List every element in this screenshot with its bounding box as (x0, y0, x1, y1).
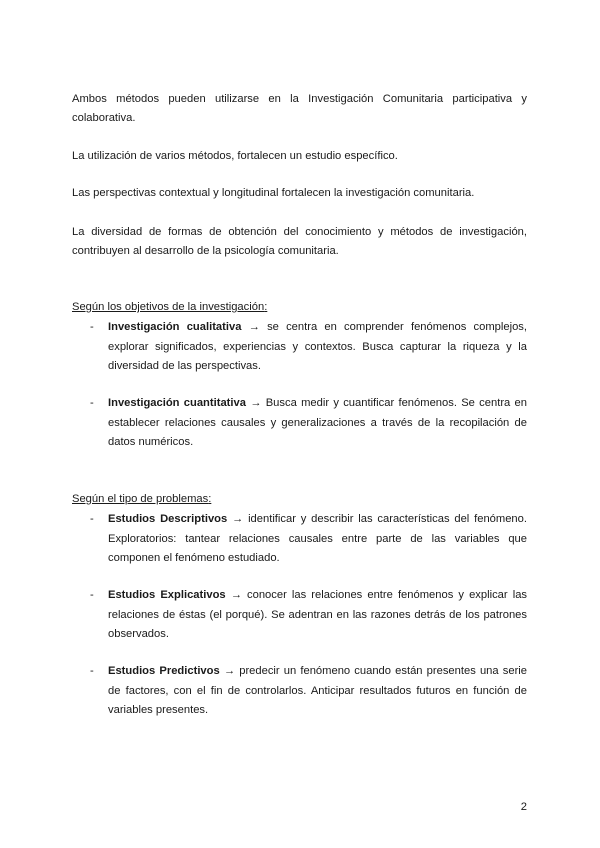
bullet-dash: - (90, 513, 94, 525)
list-item (90, 586, 527, 645)
section-heading-text: Según el tipo de problemas (72, 493, 209, 505)
paragraph: La diversidad de formas de obtención del conocimiento y métodos de investigación, contribuyen al desarrollo de la psicología comunitaria. (72, 226, 527, 257)
paragraph: Las perspectivas contextual y longitudinal fortalecen la investigación comunitaria. (72, 187, 475, 199)
list-item-body (108, 586, 527, 645)
list-item-text: predecir un fenómeno cuando están presentes una serie de factores, con el fin de controlarlos. Anticipar resultados futuros en función de variables presentes. (108, 665, 528, 716)
section-heading-colon: : (264, 301, 268, 313)
list-item-term: Estudios Explicativos (108, 589, 226, 601)
list-item-term: Investigación cualitativa (108, 321, 242, 333)
bullet-dash: - (90, 321, 94, 333)
page-number: 2 (520, 801, 527, 813)
list-item-term: Estudios Predictivos (108, 665, 220, 677)
arrow-glyph: → (227, 513, 249, 525)
section-heading-text: Según los objetivos de la investigación (72, 301, 265, 313)
bullet-dash: - (90, 397, 94, 409)
list-item-term: Investigación cuantitativa (108, 397, 246, 409)
bullet-dash: - (90, 589, 94, 601)
list-item-body (108, 318, 527, 377)
section-heading-colon: : (208, 493, 212, 505)
list-item (90, 318, 527, 377)
list-item-text: se centra en comprender fenómenos complejos, explorar significados, experiencias y contextos. Busca capturar la riqueza y la diversidad de las perspectivas. (108, 321, 528, 372)
paragraph: La utilización de varios métodos, fortalecen un estudio específico. (72, 150, 398, 162)
list-item-text: conocer las relaciones entre fenómenos y explicar las relaciones de éstas (el porqué). Se adentran en las razones detrás de los patrones observados. (108, 589, 528, 640)
arrow-glyph: → (219, 665, 240, 677)
list-item-term: Estudios Descriptivos (108, 513, 228, 525)
list-item (90, 510, 527, 569)
list-item-body (108, 662, 527, 721)
paragraph: Ambos métodos pueden utilizarse en la Investigación Comunitaria participativa y colaborativa. (72, 93, 527, 124)
list-item-text: Busca medir y cuantificar fenómenos. Se centra en establecer relaciones causales y generalizaciones a través de la recopilación de datos numéricos. (108, 397, 527, 448)
list-item-body (108, 394, 527, 453)
section-heading (72, 298, 267, 317)
list-item-body (108, 510, 527, 569)
section-heading (72, 490, 211, 509)
arrow-glyph: → (245, 397, 266, 409)
list-item (90, 394, 527, 453)
list-item (90, 662, 527, 721)
list-item-text: identificar y describir las características del fenómeno. Exploratorios: tantear relaciones causales entre parte de las variables que componen el fenómeno estudiado. (108, 513, 527, 564)
arrow-glyph: → (225, 589, 247, 601)
arrow-glyph: → (241, 321, 268, 333)
bullet-dash: - (90, 665, 94, 677)
